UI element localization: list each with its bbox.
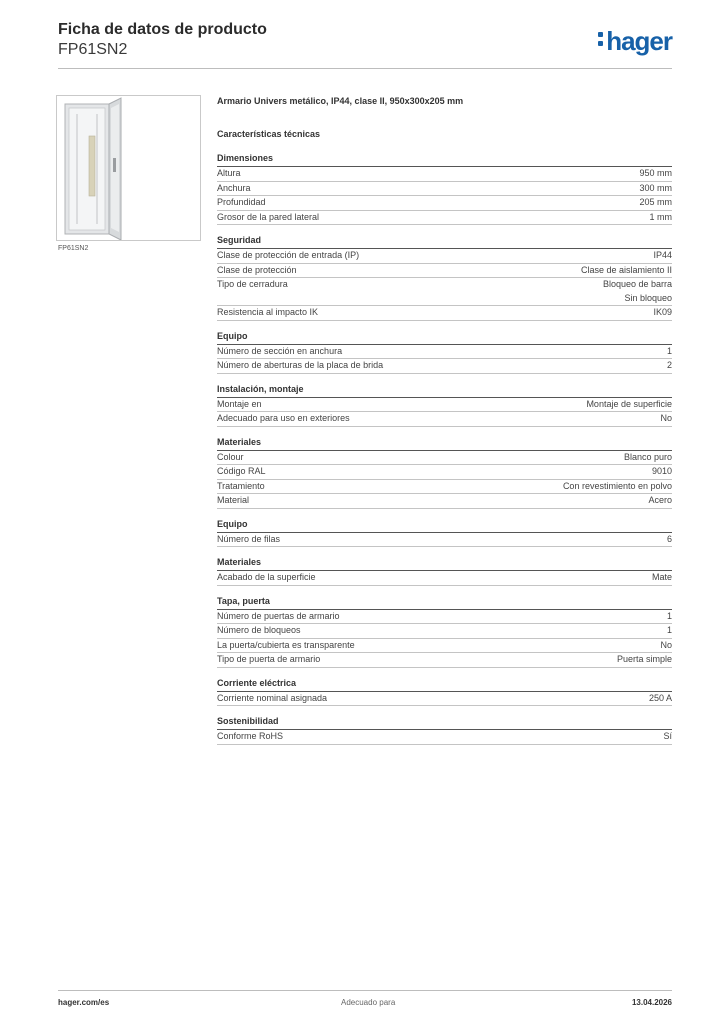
- spec-label: Anchura: [217, 182, 251, 193]
- spec-row: [217, 359, 672, 374]
- spec-section: [217, 596, 672, 668]
- spec-row: [217, 249, 672, 264]
- spec-row: [217, 610, 672, 625]
- product-code: FP61SN2: [58, 41, 128, 58]
- spec-value: Con revestimiento en polvo: [562, 480, 672, 491]
- spec-value: 950 mm: [639, 168, 672, 178]
- spec-value: No: [660, 639, 672, 650]
- spec-section-title: Equipo: [217, 331, 672, 345]
- product-image: [56, 95, 201, 241]
- spec-value: Mate: [651, 572, 672, 582]
- spec-section: [217, 678, 672, 707]
- spec-label: Código RAL: [217, 466, 266, 476]
- spec-row: [217, 182, 672, 197]
- spec-row: [217, 451, 672, 466]
- spec-label: Profundidad: [217, 197, 266, 207]
- spec-section-title: Dimensiones: [217, 153, 672, 167]
- spec-section-title: Seguridad: [217, 235, 672, 249]
- spec-section: [217, 235, 672, 321]
- spec-value: 1: [666, 345, 672, 356]
- spec-label: Altura: [217, 168, 241, 178]
- spec-section-title: Materiales: [217, 437, 672, 451]
- spec-label: Tratamiento: [217, 480, 265, 491]
- spec-label: Conforme RoHS: [217, 731, 284, 741]
- spec-label: Grosor de la pared lateral: [217, 211, 320, 222]
- spec-label: Número de filas: [217, 533, 281, 544]
- spec-label: Número de puertas de armario: [217, 610, 340, 621]
- spec-row: [217, 345, 672, 360]
- footer-center-text: Adecuado para: [341, 998, 396, 1007]
- spec-section-title: Corriente eléctrica: [217, 678, 672, 692]
- metal-cabinet-icon: [57, 96, 200, 240]
- page-header: [58, 20, 672, 60]
- spec-row: [217, 639, 672, 654]
- spec-label: Resistencia al impacto IK: [217, 307, 319, 317]
- spec-label: Colour: [217, 451, 244, 462]
- document-title: Ficha de datos de producto: [58, 21, 267, 38]
- spec-label: Número de aberturas de la placa de brida: [217, 360, 384, 370]
- spec-row: [217, 278, 672, 306]
- spec-value: Montaje de superficie: [586, 398, 672, 409]
- spec-section: [217, 153, 672, 225]
- spec-label: Tipo de puerta de armario: [217, 654, 321, 664]
- spec-value: 9010: [651, 466, 672, 476]
- footer-website-link[interactable]: hager.com/es: [58, 998, 110, 1007]
- spec-section-title: Equipo: [217, 519, 672, 533]
- spec-section: [217, 331, 672, 374]
- logo-text: hager: [606, 26, 672, 56]
- spec-value: Puerta simple: [616, 654, 672, 664]
- spec-value: 2: [666, 360, 672, 370]
- spec-row: [217, 211, 672, 226]
- spec-value: IP44: [653, 250, 672, 260]
- spec-section: [217, 437, 672, 509]
- spec-sections: [217, 153, 672, 745]
- footer-date: 13.04.2026: [631, 998, 672, 1007]
- spec-label: Adecuado para uso en exteriores: [217, 413, 350, 423]
- spec-value: Sí: [663, 731, 672, 741]
- logo-dots-icon: [598, 32, 604, 48]
- spec-row: [217, 306, 672, 321]
- spec-section: [217, 557, 672, 586]
- spec-label: Número de bloqueos: [217, 625, 301, 635]
- spec-row: [217, 465, 672, 480]
- spec-value: 205 mm: [639, 197, 672, 207]
- spec-value: Bloqueo de barra Sin bloqueo: [602, 279, 672, 303]
- spec-row: [217, 480, 672, 495]
- spec-row: [217, 571, 672, 586]
- image-caption: FP61SN2: [58, 245, 89, 252]
- spec-row: [217, 196, 672, 211]
- spec-section-title: Tapa, puerta: [217, 596, 672, 610]
- spec-label: Clase de protección de entrada (IP): [217, 250, 360, 260]
- spec-value: 300 mm: [639, 182, 672, 193]
- header-divider: [58, 68, 672, 69]
- spec-value: IK09: [653, 307, 672, 317]
- spec-row: [217, 264, 672, 279]
- footer-divider: [58, 990, 672, 991]
- spec-section-title: Sostenibilidad: [217, 716, 672, 730]
- product-description: Armario Univers metálico, IP44, clase II, 950x300x205 mm: [217, 96, 464, 106]
- spec-row: [217, 730, 672, 745]
- technical-characteristics-heading: Características técnicas: [217, 129, 321, 139]
- spec-label: Clase de protección: [217, 264, 297, 275]
- spec-value: 6: [666, 533, 672, 544]
- spec-row: [217, 533, 672, 548]
- spec-row: [217, 398, 672, 413]
- page-footer: [58, 998, 672, 1010]
- product-details: [217, 96, 672, 755]
- spec-row: [217, 692, 672, 707]
- spec-section: [217, 716, 672, 745]
- spec-value: Clase de aislamiento II: [580, 264, 672, 275]
- spec-value: 1 mm: [649, 211, 672, 222]
- spec-value: 250 A: [648, 692, 672, 703]
- spec-label: Material: [217, 495, 250, 505]
- spec-value: Blanco puro: [623, 451, 672, 462]
- spec-label: Montaje en: [217, 398, 262, 409]
- hager-logo: [598, 26, 672, 57]
- spec-label: Corriente nominal asignada: [217, 692, 328, 703]
- spec-label: Número de sección en anchura: [217, 345, 343, 356]
- spec-value: 1: [666, 610, 672, 621]
- spec-section: [217, 519, 672, 548]
- spec-label: La puerta/cubierta es transparente: [217, 639, 355, 650]
- spec-row: [217, 624, 672, 639]
- spec-label: Acabado de la superficie: [217, 572, 316, 582]
- spec-section-title: Materiales: [217, 557, 672, 571]
- spec-value: Acero: [648, 495, 672, 505]
- spec-value: No: [660, 413, 672, 423]
- spec-row: [217, 653, 672, 668]
- spec-section: [217, 384, 672, 427]
- spec-label: Tipo de cerradura: [217, 279, 288, 289]
- spec-section-title: Instalación, montaje: [217, 384, 672, 398]
- spec-row: [217, 167, 672, 182]
- spec-row: [217, 412, 672, 427]
- spec-value: 1: [666, 625, 672, 635]
- spec-row: [217, 494, 672, 509]
